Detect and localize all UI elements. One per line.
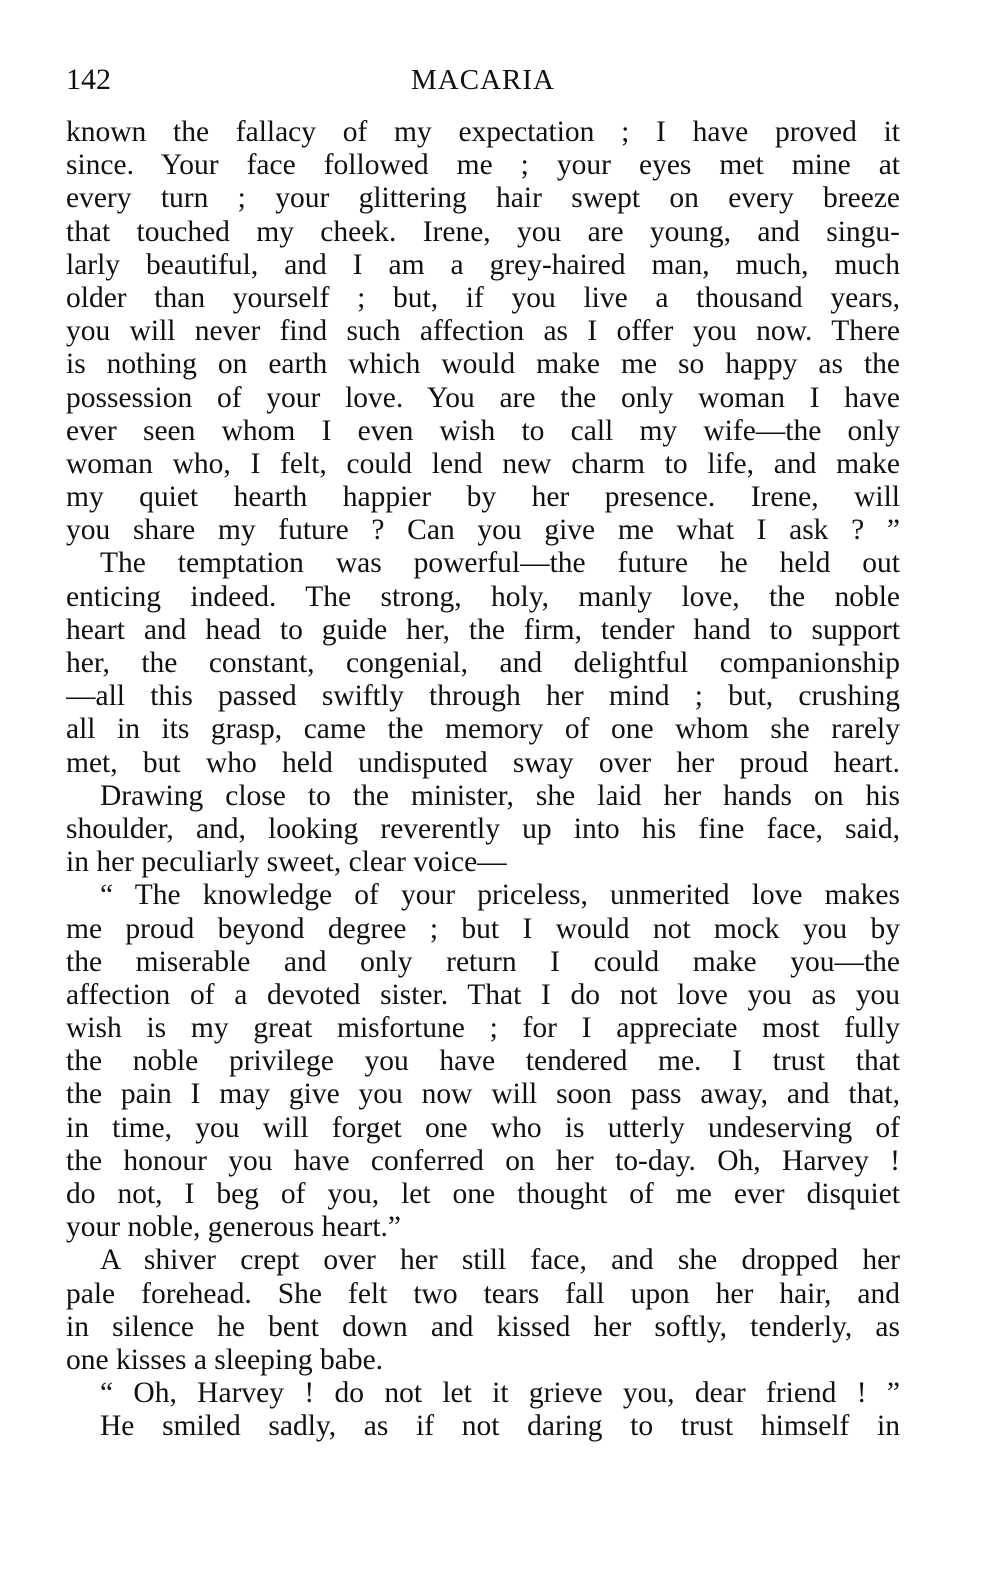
running-title: MACARIA (411, 64, 555, 96)
page-number: 142 (66, 63, 111, 96)
text-line: that touched my cheek. Irene, you are young, and singu- (66, 215, 900, 248)
text-line: “ Oh, Harvey ! do not let it grieve you, dear friend ! ” (100, 1377, 900, 1410)
text-line: the honour you have conferred on her to-day. Oh, Harvey ! (66, 1144, 900, 1177)
text-line: her, the constant, congenial, and delightful companionship (66, 647, 900, 679)
text-line: woman who, I felt, could lend new charm to life, and make (66, 447, 900, 480)
text-line: met, but who held undisputed sway over her proud heart. (66, 746, 900, 779)
text-line: the noble privilege you have tendered me. I trust that (66, 1045, 900, 1078)
text-line: you share my future ? Can you give me what I ask ? ” (66, 514, 900, 547)
text-line: “ The knowledge of your priceless, unmerited love makes (100, 879, 900, 912)
text-line: one kisses a sleeping babe. (66, 1343, 384, 1376)
text-line: do not, I beg of you, let one thought of me ever disquiet (66, 1178, 900, 1210)
text-line: ever seen whom I even wish to call my wife—the only (66, 414, 900, 447)
text-line: older than yourself ; but, if you live a thousand years, (66, 281, 900, 314)
text-line: is nothing on earth which would make me so happy as the (66, 348, 900, 381)
text-line: He smiled sadly, as if not daring to trust himself in (100, 1410, 900, 1443)
body-text (66, 116, 900, 1444)
text-line: possession of your love. You are the only woman I have (66, 381, 900, 414)
text-line: pale forehead. She felt two tears fall upon her hair, and (66, 1277, 900, 1310)
text-line: since. Your face followed me ; your eyes met mine at (66, 149, 900, 182)
text-line: wish is my great misfortune ; for I appreciate most fully (66, 1012, 900, 1045)
text-line: the miserable and only return I could make you—the (66, 945, 900, 978)
text-line: The temptation was powerful—the future he held out (100, 547, 900, 580)
text-line: you will never find such affection as I offer you now. There (66, 315, 900, 348)
text-line: enticing indeed. The strong, holy, manly love, the noble (66, 580, 900, 613)
running-head (66, 60, 900, 100)
text-line: my quiet hearth happier by her presence. Irene, will (66, 481, 900, 514)
text-line: affection of a devoted sister. That I do not love you as you (66, 978, 900, 1011)
text-line: all in its grasp, came the memory of one whom she rarely (66, 713, 900, 746)
text-line: your noble, generous heart.” (66, 1211, 402, 1244)
text-line: the pain I may give you now will soon pass away, and that, (66, 1078, 900, 1111)
text-line: in time, you will forget one who is utterly undeserving of (66, 1111, 900, 1144)
text-line: heart and head to guide her, the firm, tender hand to support (66, 613, 900, 646)
text-line: —all this passed swiftly through her mind ; but, crushing (66, 680, 900, 713)
text-line: shoulder, and, looking reverently up into his fine face, said, (66, 812, 900, 845)
text-line: known the fallacy of my expectation ; I have proved it (66, 116, 900, 148)
text-line: in her peculiarly sweet, clear voice— (66, 846, 507, 879)
text-line: Drawing close to the minister, she laid her hands on his (100, 779, 900, 812)
text-line: every turn ; your glittering hair swept on every breeze (66, 182, 900, 215)
text-line: me proud beyond degree ; but I would not mock you by (66, 912, 900, 945)
text-line: larly beautiful, and I am a grey-haired man, much, much (66, 248, 900, 281)
text-line: in silence he bent down and kissed her softly, tenderly, as (66, 1310, 900, 1343)
text-line: A shiver crept over her still face, and she dropped her (100, 1244, 900, 1277)
